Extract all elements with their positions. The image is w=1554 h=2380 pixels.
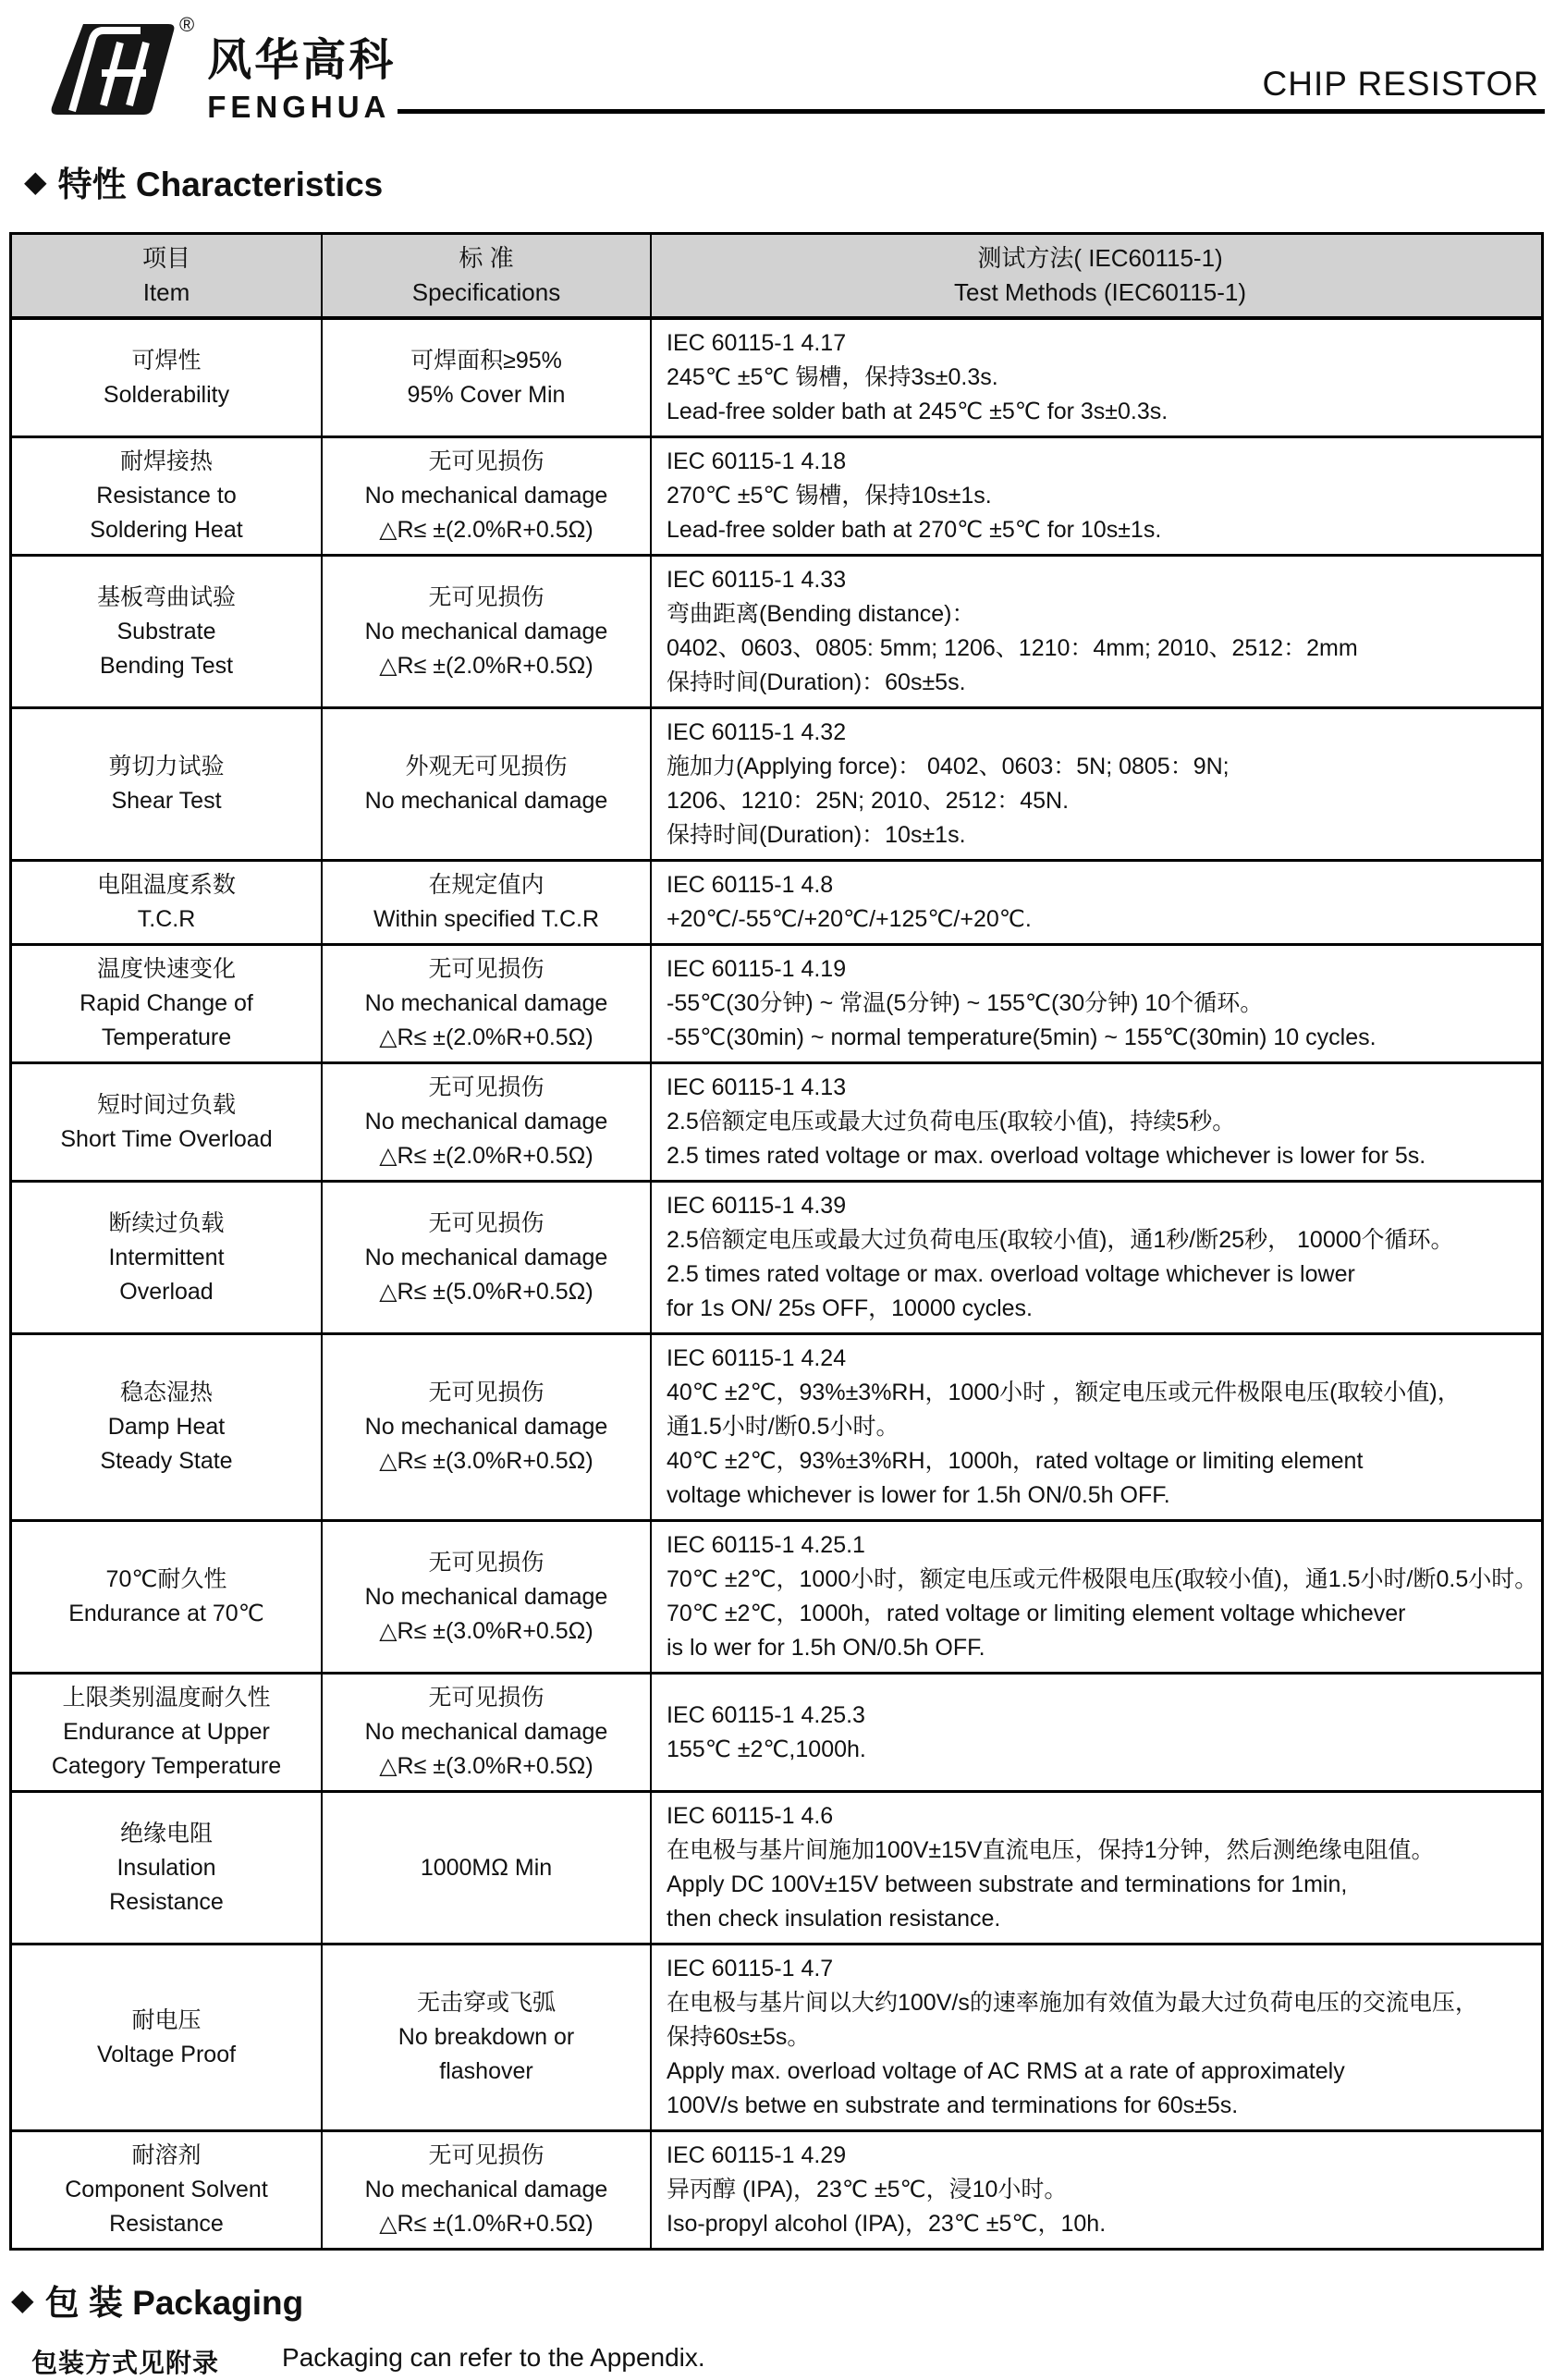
cell-spec bbox=[322, 708, 651, 861]
cell-method bbox=[651, 861, 1543, 945]
cell-method bbox=[651, 1674, 1543, 1792]
cell-spec bbox=[322, 861, 651, 945]
cell-line: △R≤ ±(2.0%R+0.5Ω) bbox=[379, 1024, 593, 1050]
cell-line: 通1.5小时/断0.5小时。 bbox=[667, 1414, 899, 1440]
cell-line: Overload bbox=[119, 1278, 214, 1305]
diamond-bullet-icon: ◆ bbox=[11, 2283, 34, 2316]
cell-line: IEC 60115-1 4.39 bbox=[667, 1193, 847, 1219]
cell-line: 无可见损伤 bbox=[428, 2142, 545, 2168]
table-row bbox=[11, 1521, 1543, 1674]
cell-line: IEC 60115-1 4.33 bbox=[667, 567, 847, 593]
cell-line: Within specified T.C.R bbox=[373, 906, 600, 932]
packaging-note bbox=[31, 2343, 1554, 2380]
cell-line: flashover bbox=[439, 2058, 533, 2084]
characteristics-heading-text: 特性 Characteristics bbox=[57, 166, 384, 203]
cell-method bbox=[651, 1182, 1543, 1334]
cell-method bbox=[651, 1944, 1543, 2131]
table-row bbox=[11, 1182, 1543, 1334]
header-rule bbox=[398, 17, 1545, 114]
cell-line: Bending Test bbox=[99, 652, 234, 679]
cell-line: Iso-propyl alcohol (IPA)，23℃ ±5℃，10h. bbox=[667, 2211, 1107, 2237]
cell-line: 弯曲距离(Bending distance)： bbox=[667, 601, 975, 627]
cell-line: Voltage Proof bbox=[96, 2041, 237, 2067]
logo-text bbox=[207, 24, 396, 125]
cell-line: -55℃(30分钟) ~ 常温(5分钟) ~ 155℃(30分钟) 10个循环。 bbox=[667, 990, 1264, 1016]
cell-line: 断续过负载 bbox=[108, 1209, 225, 1236]
table-row bbox=[11, 318, 1543, 437]
cell-line: △R≤ ±(5.0%R+0.5Ω) bbox=[379, 1278, 593, 1305]
cell-line: IEC 60115-1 4.13 bbox=[667, 1074, 847, 1100]
logo-english-name: FENGHUA bbox=[207, 90, 391, 124]
registered-trademark-icon: ® bbox=[179, 13, 195, 36]
cell-line: 耐焊接热 bbox=[119, 448, 213, 474]
cell-line: Category Temperature bbox=[51, 1753, 282, 1779]
cell-line: 2.5倍额定电压或最大过负荷电压(取较小值)，持续5秒。 bbox=[667, 1109, 1236, 1135]
cell-line: 245℃ ±5℃ 锡槽，保持3s±0.3s. bbox=[667, 364, 998, 390]
cell-line: IEC 60115-1 4.17 bbox=[667, 330, 847, 356]
cell-line: Resistance bbox=[109, 1888, 224, 1915]
cell-line: Apply max. overload voltage of AC RMS at a rate of approximately bbox=[667, 2058, 1345, 2084]
cell-line: Endurance at 70℃ bbox=[68, 1601, 264, 1626]
cell-line: No mechanical damage bbox=[364, 1583, 608, 1610]
table-row bbox=[11, 861, 1543, 945]
cell-spec bbox=[322, 945, 651, 1063]
cell-method bbox=[651, 556, 1543, 708]
fenghua-logo-icon bbox=[48, 22, 177, 115]
cell-method bbox=[651, 1792, 1543, 1944]
cell-spec bbox=[322, 1334, 651, 1521]
cell-line: 0402、0603、0805: 5mm; 1206、1210：4mm; 2010、2512：2mm bbox=[667, 635, 1358, 661]
cell-line: Lead-free solder bath at 245℃ ±5℃ for 3s±0.3s. bbox=[667, 399, 1169, 424]
cell-line: 绝缘电阻 bbox=[119, 1820, 213, 1846]
cell-line: △R≤ ±(2.0%R+0.5Ω) bbox=[379, 517, 593, 543]
table-row bbox=[11, 556, 1543, 708]
cell-line: IEC 60115-1 4.18 bbox=[667, 448, 847, 474]
cell-line: 2.5 times rated voltage or max. overload voltage whichever is lower for 5s. bbox=[667, 1143, 1426, 1169]
cell-line: 耐溶剂 bbox=[131, 2142, 202, 2168]
table-row bbox=[11, 1674, 1543, 1792]
cell-line: Temperature bbox=[101, 1024, 232, 1050]
cell-line: △R≤ ±(2.0%R+0.5Ω) bbox=[379, 652, 593, 679]
cell-item bbox=[11, 437, 323, 556]
cell-line: Short Time Overload bbox=[60, 1125, 273, 1152]
cell-line: Resistance bbox=[109, 2211, 224, 2237]
packaging-note-en: Packaging can refer to the Appendix. bbox=[282, 2343, 705, 2372]
cell-line: Intermittent bbox=[108, 1244, 225, 1270]
cell-spec bbox=[322, 1182, 651, 1334]
cell-line: 无击穿或飞弧 bbox=[416, 1990, 556, 2016]
cell-line: 无可见损伤 bbox=[428, 1549, 545, 1576]
cell-line: No mechanical damage bbox=[364, 1109, 608, 1135]
cell-line: 耐电压 bbox=[131, 2006, 202, 2033]
cell-method bbox=[651, 2131, 1543, 2250]
cell-method bbox=[651, 1334, 1543, 1521]
cell-line: IEC 60115-1 4.19 bbox=[667, 956, 847, 982]
cell-line: No mechanical damage bbox=[364, 483, 608, 509]
cell-spec bbox=[322, 1521, 651, 1674]
cell-line: 270℃ ±5℃ 锡槽，保持10s±1s. bbox=[667, 483, 992, 509]
table-row bbox=[11, 2131, 1543, 2250]
cell-line: 155℃ ±2℃,1000h. bbox=[667, 1736, 866, 1762]
cell-line: 70℃耐久性 bbox=[105, 1566, 227, 1592]
cell-line: Soldering Heat bbox=[90, 517, 243, 543]
cell-line: 上限类别温度耐久性 bbox=[62, 1685, 271, 1711]
cell-item bbox=[11, 1944, 323, 2131]
cell-method bbox=[651, 708, 1543, 861]
cell-line: Apply DC 100V±15V between substrate and terminations for 1min, bbox=[667, 1871, 1348, 1897]
table-row bbox=[11, 1334, 1543, 1521]
cell-line: IEC 60115-1 4.25.1 bbox=[667, 1532, 865, 1558]
cell-line: 2.5 times rated voltage or max. overload voltage whichever is lower bbox=[667, 1261, 1355, 1287]
page-header bbox=[0, 0, 1554, 125]
cell-line: 在规定值内 bbox=[428, 872, 545, 898]
cell-item bbox=[11, 708, 323, 861]
column-header-line: Item bbox=[142, 278, 190, 306]
characteristics-table bbox=[9, 232, 1544, 2251]
cell-line: 1206、1210：25N; 2010、2512：45N. bbox=[667, 788, 1070, 814]
cell-spec bbox=[322, 1063, 651, 1182]
cell-line: 异丙醇 (IPA)，23℃ ±5℃，浸10小时。 bbox=[667, 2177, 1068, 2202]
cell-line: 无可见损伤 bbox=[428, 1685, 545, 1711]
column-header-item bbox=[11, 234, 323, 319]
cell-line: 可焊性 bbox=[131, 347, 202, 374]
cell-spec bbox=[322, 1674, 651, 1792]
cell-spec bbox=[322, 556, 651, 708]
cell-line: voltage whichever is lower for 1.5h ON/0.5h OFF. bbox=[667, 1482, 1170, 1508]
cell-line: 保持时间(Duration)：10s±1s. bbox=[667, 822, 966, 848]
cell-line: IEC 60115-1 4.7 bbox=[667, 1956, 834, 1981]
cell-line: 40℃ ±2℃，93%±3%RH，1000小时 ，额定电压或元件极限电压(取较小值)， bbox=[667, 1380, 1461, 1405]
packaging-note-cn: 包装方式见附录 bbox=[31, 2349, 220, 2377]
cell-line: △R≤ ±(1.0%R+0.5Ω) bbox=[379, 2211, 593, 2237]
cell-item bbox=[11, 1334, 323, 1521]
cell-line: Steady State bbox=[100, 1448, 233, 1474]
column-header-line: Test Methods (IEC60115-1) bbox=[954, 278, 1246, 306]
cell-line: 温度快速变化 bbox=[96, 956, 236, 982]
cell-line: 70℃ ±2℃，1000小时，额定电压或元件极限电压(取较小值)，通1.5小时/断0.5小时。 bbox=[667, 1566, 1538, 1592]
cell-line: IEC 60115-1 4.32 bbox=[667, 719, 847, 745]
table-row bbox=[11, 1792, 1543, 1944]
cell-spec bbox=[322, 318, 651, 437]
cell-method bbox=[651, 318, 1543, 437]
cell-line: No mechanical damage bbox=[364, 2177, 608, 2202]
cell-line: 95% Cover Min bbox=[407, 381, 566, 408]
column-header-line: Specifications bbox=[411, 278, 561, 306]
cell-line: No mechanical damage bbox=[364, 1719, 608, 1745]
cell-item bbox=[11, 556, 323, 708]
cell-line: T.C.R bbox=[137, 906, 196, 932]
cell-item bbox=[11, 861, 323, 945]
product-title: CHIP RESISTOR bbox=[1262, 65, 1539, 103]
cell-line: is lo wer for 1.5h ON/0.5h OFF. bbox=[667, 1635, 985, 1661]
cell-line: 无可见损伤 bbox=[428, 1209, 545, 1236]
cell-line: +20℃/-55℃/+20℃/+125℃/+20℃. bbox=[667, 906, 1032, 932]
cell-method bbox=[651, 945, 1543, 1063]
cell-line: 保持时间(Duration)：60s±5s. bbox=[667, 669, 966, 695]
cell-item bbox=[11, 945, 323, 1063]
cell-line: 无可见损伤 bbox=[428, 1074, 545, 1100]
cell-line: 电阻温度系数 bbox=[96, 872, 236, 898]
cell-line: 2.5倍额定电压或最大过负荷电压(取较小值)，通1秒/断25秒， 10000个循环。 bbox=[667, 1227, 1454, 1253]
cell-line: then check insulation resistance. bbox=[667, 1906, 1001, 1932]
cell-line: 在电极与基片间以大约100V/s的速率施加有效值为最大过负荷电压的交流电压， bbox=[667, 1990, 1478, 2016]
cell-line: 100V/s betwe en substrate and terminations for 60s±5s. bbox=[667, 2092, 1239, 2118]
cell-line: IEC 60115-1 4.24 bbox=[667, 1345, 847, 1371]
cell-line: IEC 60115-1 4.25.3 bbox=[667, 1701, 865, 1728]
table-row bbox=[11, 945, 1543, 1063]
cell-line: No mechanical damage bbox=[364, 990, 608, 1016]
cell-line: △R≤ ±(3.0%R+0.5Ω) bbox=[379, 1448, 593, 1474]
cell-line: 1000MΩ Min bbox=[420, 1854, 553, 1881]
cell-line: Endurance at Upper bbox=[63, 1719, 270, 1745]
cell-spec bbox=[322, 437, 651, 556]
cell-line: -55℃(30min) ~ normal temperature(5min) ~ 155℃(30min) 10 cycles. bbox=[667, 1024, 1377, 1050]
column-header-specifications bbox=[322, 234, 651, 319]
cell-item bbox=[11, 318, 323, 437]
table-header-row bbox=[11, 234, 1543, 319]
cell-line: 无可见损伤 bbox=[428, 956, 545, 982]
cell-line: 剪切力试验 bbox=[108, 754, 225, 779]
column-header-line: 项目 bbox=[141, 244, 190, 272]
cell-line: Rapid Change of bbox=[80, 990, 253, 1016]
cell-line: △R≤ ±(2.0%R+0.5Ω) bbox=[379, 1143, 593, 1169]
cell-line: 稳态湿热 bbox=[119, 1380, 213, 1405]
cell-line: 40℃ ±2℃，93%±3%RH，1000h，rated voltage or limiting element bbox=[667, 1448, 1364, 1474]
cell-line: 外观无可见损伤 bbox=[405, 754, 568, 779]
cell-spec bbox=[322, 1944, 651, 2131]
cell-line: No mechanical damage bbox=[364, 1414, 608, 1440]
cell-line: 可焊面积≥95% bbox=[410, 347, 562, 374]
cell-item bbox=[11, 1521, 323, 1674]
cell-item bbox=[11, 1674, 323, 1792]
logo-chinese-name: 风华高科 bbox=[207, 36, 397, 85]
cell-method bbox=[651, 1063, 1543, 1182]
cell-line: Insulation bbox=[116, 1854, 216, 1881]
cell-line: Substrate bbox=[116, 618, 216, 644]
fenghua-logo bbox=[48, 9, 398, 125]
cell-line: △R≤ ±(3.0%R+0.5Ω) bbox=[379, 1617, 593, 1644]
cell-method bbox=[651, 437, 1543, 556]
cell-line: 70℃ ±2℃，1000h，rated voltage or limiting element voltage whichever bbox=[667, 1601, 1406, 1626]
cell-line: 无可见损伤 bbox=[428, 583, 545, 610]
packaging-heading-text: 包 装 Packaging bbox=[44, 2284, 304, 2322]
table-row bbox=[11, 1063, 1543, 1182]
cell-line: Lead-free solder bath at 270℃ ±5℃ for 10s±1s. bbox=[667, 517, 1162, 543]
cell-line: 在电极与基片间施加100V±15V直流电压，保持1分钟，然后测绝缘电阻值。 bbox=[667, 1837, 1435, 1863]
cell-line: Component Solvent bbox=[65, 2177, 268, 2202]
cell-line: IEC 60115-1 4.8 bbox=[667, 872, 834, 898]
cell-item bbox=[11, 1182, 323, 1334]
packaging-heading bbox=[11, 2275, 1554, 2325]
cell-line: Resistance to bbox=[96, 483, 237, 509]
cell-line: for 1s ON/ 25s OFF，10000 cycles. bbox=[667, 1295, 1033, 1321]
cell-line: 短时间过负载 bbox=[96, 1091, 236, 1118]
cell-line: IEC 60115-1 4.29 bbox=[667, 2142, 847, 2168]
cell-line: 保持60s±5s。 bbox=[667, 2024, 811, 2050]
column-header-test-methods bbox=[651, 234, 1543, 319]
cell-method bbox=[651, 1521, 1543, 1674]
cell-line: 施加力(Applying force)： 0402、0603：5N; 0805：9N; bbox=[667, 754, 1230, 779]
cell-line: △R≤ ±(3.0%R+0.5Ω) bbox=[379, 1753, 593, 1779]
cell-item bbox=[11, 2131, 323, 2250]
cell-spec bbox=[322, 1792, 651, 1944]
table-row bbox=[11, 1944, 1543, 2131]
characteristics-heading bbox=[24, 156, 1554, 206]
cell-line: Damp Heat bbox=[107, 1414, 226, 1440]
cell-line: No breakdown or bbox=[398, 2024, 575, 2050]
cell-line: No mechanical damage bbox=[364, 1244, 608, 1270]
cell-line: Solderability bbox=[103, 381, 230, 408]
cell-item bbox=[11, 1792, 323, 1944]
cell-line: 无可见损伤 bbox=[428, 448, 545, 474]
cell-line: 无可见损伤 bbox=[428, 1380, 545, 1405]
column-header-line: 测试方法( IEC60115-1) bbox=[977, 244, 1223, 272]
cell-line: IEC 60115-1 4.6 bbox=[667, 1803, 834, 1829]
cell-line: No mechanical damage bbox=[364, 618, 608, 644]
diamond-bullet-icon: ◆ bbox=[24, 165, 47, 198]
cell-line: Shear Test bbox=[111, 788, 222, 814]
cell-item bbox=[11, 1063, 323, 1182]
table-row bbox=[11, 437, 1543, 556]
cell-spec bbox=[322, 2131, 651, 2250]
column-header-line: 标 准 bbox=[459, 244, 514, 272]
table-row bbox=[11, 708, 1543, 861]
cell-line: No mechanical damage bbox=[364, 788, 608, 814]
cell-line: 基板弯曲试验 bbox=[96, 583, 236, 610]
